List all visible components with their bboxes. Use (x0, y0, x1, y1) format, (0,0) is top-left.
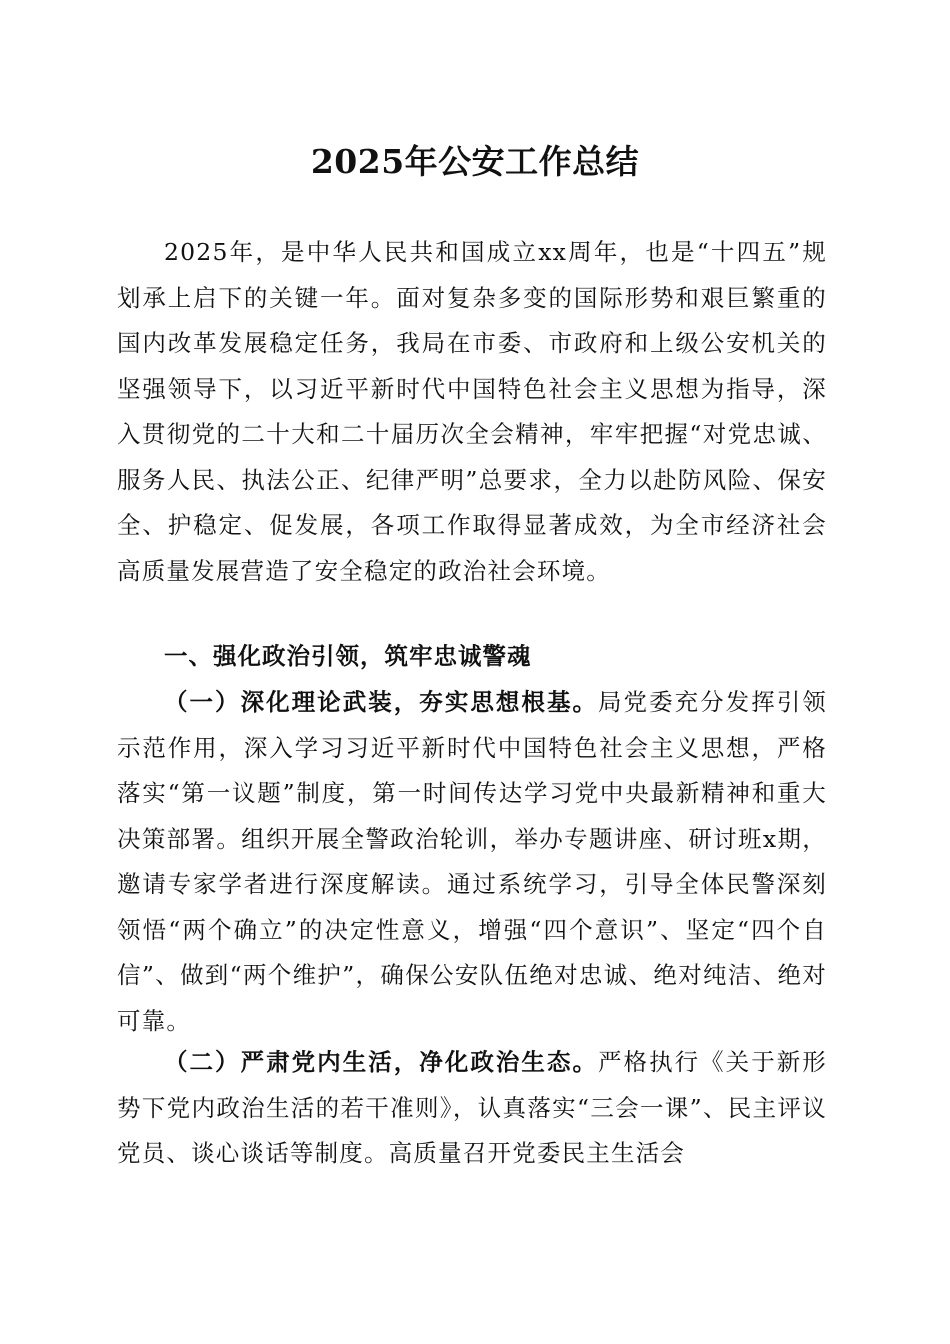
subsection-lead-1: （一）深化理论武装，夯实思想根基。 (164, 688, 599, 716)
document-title: 2025年公安工作总结 (310, 142, 640, 181)
subsection-lead-2: （二）严肃党内生活，净化政治生态。 (164, 1048, 599, 1076)
subsection-paragraph-1 (117, 680, 827, 1044)
subsection-text-2: 严格执行《关于新形势下党内政治生活的若干准则》，认真落实“三会一课”、民主评议党员、谈心谈话等制度。高质量召开党委民主生活会 (117, 1048, 827, 1167)
subsection-paragraph-2 (117, 1040, 827, 1177)
subsection-text-1: 局党委充分发挥引领示范作用，深入学习习近平新时代中国特色社会主义思想，严格落实“第一议题”制度，第一时间传达学习党中央最新精神和重大决策部署。组织开展全警政治轮训，举办专题讲座、研讨班x期，邀请专家学者进行深度解读。通过系统学习，引导全体民警深刻领悟“两个确立”的决定性意义，增强“四个意识”、坚定“四个自信”、做到“两个维护”，确保公安队伍绝对忠诚、绝对纯洁、绝对可靠。 (117, 688, 827, 1035)
intro-paragraph: 2025年，是中华人民共和国成立xx周年，也是“十四五”规划承上启下的关键一年。面对复杂多变的国际形势和艰巨繁重的国内改革发展稳定任务，我局在市委、市政府和上级公安机关的坚强领导下，以习近平新时代中国特色社会主义思想为指导，深入贯彻党的二十大和二十届历次全会精神，牢牢把握“对党忠诚、服务人民、执法公正、纪律严明”总要求，全力以赴防风险、保安全、护稳定、促发展，各项工作取得显著成效，为全市经济社会高质量发展营造了安全稳定的政治社会环境。 (117, 238, 827, 585)
section-heading: 一、强化政治引领，筑牢忠诚警魂 (164, 642, 532, 670)
